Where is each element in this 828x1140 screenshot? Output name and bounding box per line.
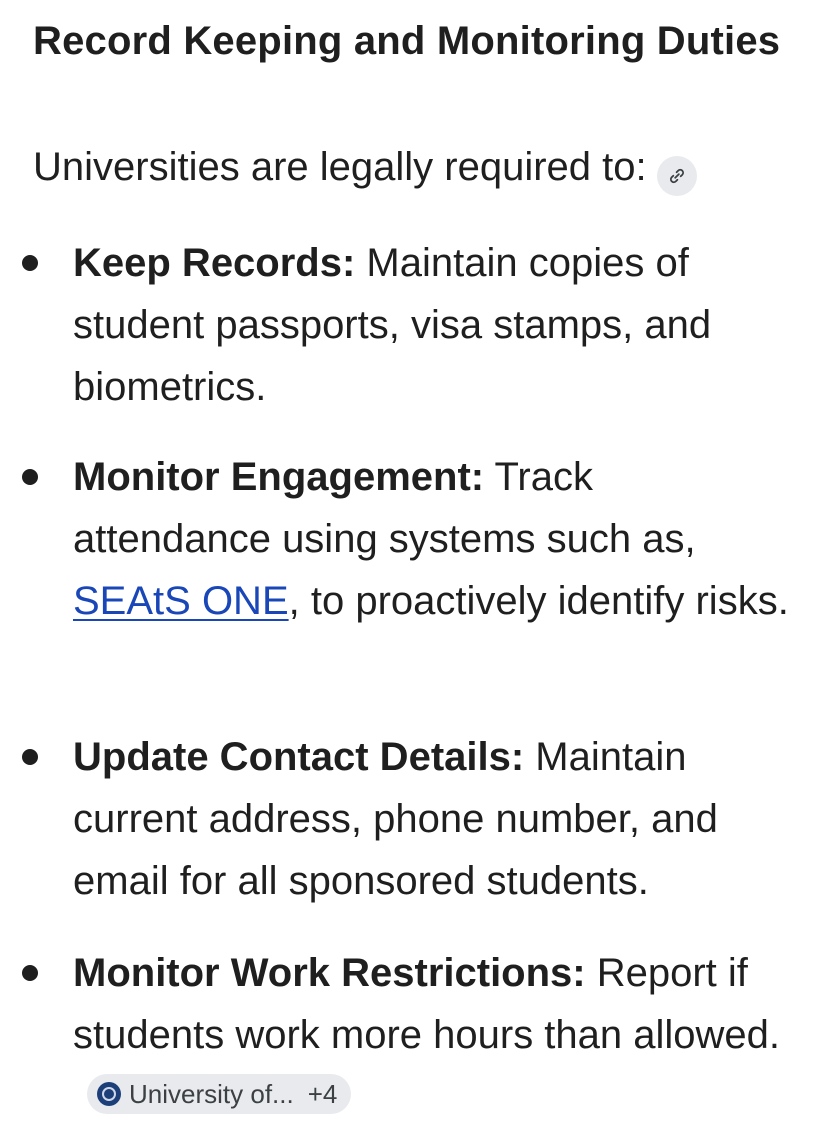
- seats-one-link[interactable]: SEAtS ONE: [73, 579, 289, 623]
- bullet-icon: [22, 749, 38, 765]
- list-item-title: Monitor Engagement:: [73, 455, 485, 499]
- list-item-title: Update Contact Details:: [73, 735, 525, 779]
- link-icon[interactable]: [657, 156, 697, 196]
- bullet-icon: [22, 965, 38, 981]
- list-item-body-end: , to proactively identify risks.: [288, 579, 789, 623]
- list-item-body: Report if students work more hours than allowed.: [73, 951, 781, 1057]
- list-item-body: Maintain copies of student passports, visa stamps, and biometrics.: [73, 241, 712, 409]
- list-item-text: [73, 942, 793, 1128]
- university-logo-icon: [97, 1082, 121, 1106]
- link-icon-glyph: [667, 166, 687, 186]
- list-item-text: [73, 232, 793, 418]
- source-chip-count: +4: [307, 1079, 338, 1109]
- source-chip-label: University of...: [129, 1079, 294, 1109]
- list-item-title: Monitor Work Restrictions:: [73, 951, 586, 995]
- intro-label: Universities are legally required to:: [33, 145, 647, 189]
- list-item-title: Keep Records:: [73, 241, 356, 285]
- list-item-body: Track attendance using systems such as,: [73, 455, 696, 561]
- bullet-icon: [22, 469, 38, 485]
- section-heading: Record Keeping and Monitoring Duties: [33, 19, 781, 63]
- list-item-text: [73, 726, 793, 912]
- source-chip[interactable]: [87, 1074, 351, 1114]
- bullet-icon: [22, 255, 38, 271]
- list-item-body: Maintain current address, phone number, and email for all sponsored students.: [73, 735, 718, 903]
- intro-text: [33, 136, 813, 198]
- list-item-text: [73, 446, 793, 632]
